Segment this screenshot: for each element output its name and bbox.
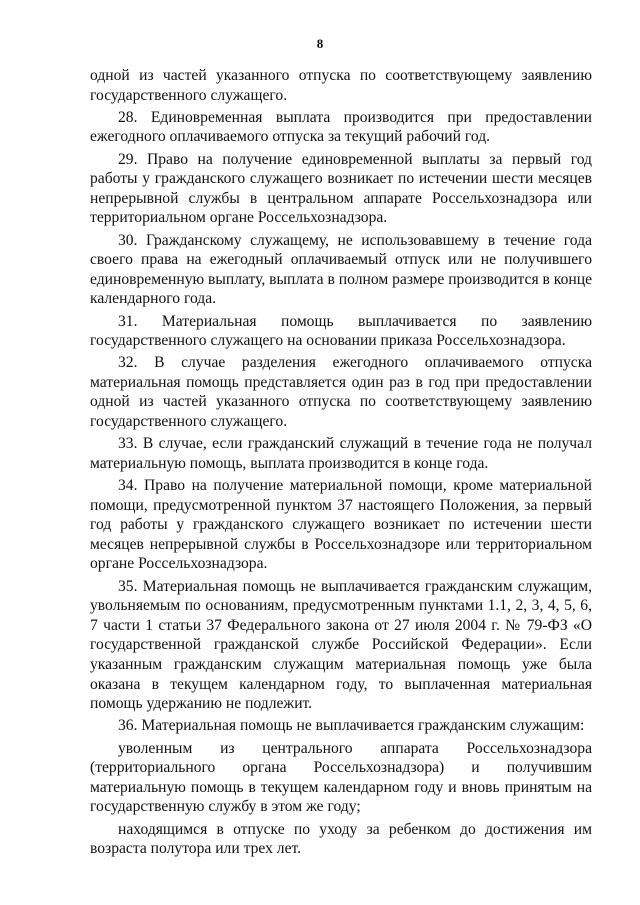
- document-body: [90, 66, 592, 861]
- paragraph-36-item-1: уволенным из центрального аппарата Россельхознадзора (территориального органа Россельхознадзора) и получившим материальную помощь в текущем календарном году и вновь принятым на государственную службу в этом же году;: [90, 739, 592, 816]
- paragraph-34: 34. Право на получение материальной помощи, кроме материальной помощи, предусмотренной пунктом 37 настоящего Положения, за первый год работы у гражданского служащего возникает по истечении шести месяцев непрерывной службы в Россельхознадзоре или территориальном органе Россельхознадзора.: [90, 477, 592, 573]
- paragraph-33: 33. В случае, если гражданский служащий в течение года не получал материальную помощь, выплата производится в конце года.: [90, 435, 592, 472]
- page-number: 8: [316, 36, 324, 51]
- paragraph-continuation: одной из частей указанного отпуска по соответствующему заявлению государственного служащего.: [90, 67, 592, 104]
- paragraph-36-item-2: находящимся в отпуске по уходу за ребенком до достижения им возраста полутора или трех лет.: [90, 820, 592, 858]
- paragraph-30: 30. Гражданскому служащему, не использовавшему в течение года своего права на ежегодный оплачиваемый отпуск или не получившего единовременную выплату, выплата в полном размере производится в конце календарного года.: [90, 231, 592, 308]
- paragraph-28: 28. Единовременная выплата производится при предоставлении ежегодного оплачиваемого отпуска за текущий рабочий год.: [90, 108, 592, 146]
- paragraph-32: 32. В случае разделения ежегодного оплачиваемого отпуска материальная помощь представляется один раз в год при предоставлении одной из частей указанного отпуска по соответствующему заявлению государственного служащего.: [90, 354, 592, 431]
- paragraph-36: 36. Материальная помощь не выплачивается гражданским служащим:: [118, 717, 585, 735]
- paragraph-31: 31. Материальная помощь выплачивается по заявлению государственного служащего на основании приказа Россельхознадзора.: [90, 312, 592, 350]
- paragraph-35: 35. Материальная помощь не выплачивается гражданским служащим, увольняемым по основаниям, предусмотренным пунктами 1.1, 2, 3, 4, 5, 6, 7 части 1 статьи 37 Федерального закона от 27 июля 2004 г. № 79-ФЗ «О государственной гражданской службе Российской Федерации». Если указанным гражданским служащим материальная помощь уже была оказана в текущем календарном году, то выплаченная материальная помощь удержанию не подлежит.: [90, 577, 592, 713]
- paragraph-29: 29. Право на получение единовременной выплаты за первый год работы у гражданского служащего возникает по истечении шести месяцев непрерывной службы в центральном аппарате Россельхознадзора или территориальном органе Россельхознадзора.: [90, 150, 592, 227]
